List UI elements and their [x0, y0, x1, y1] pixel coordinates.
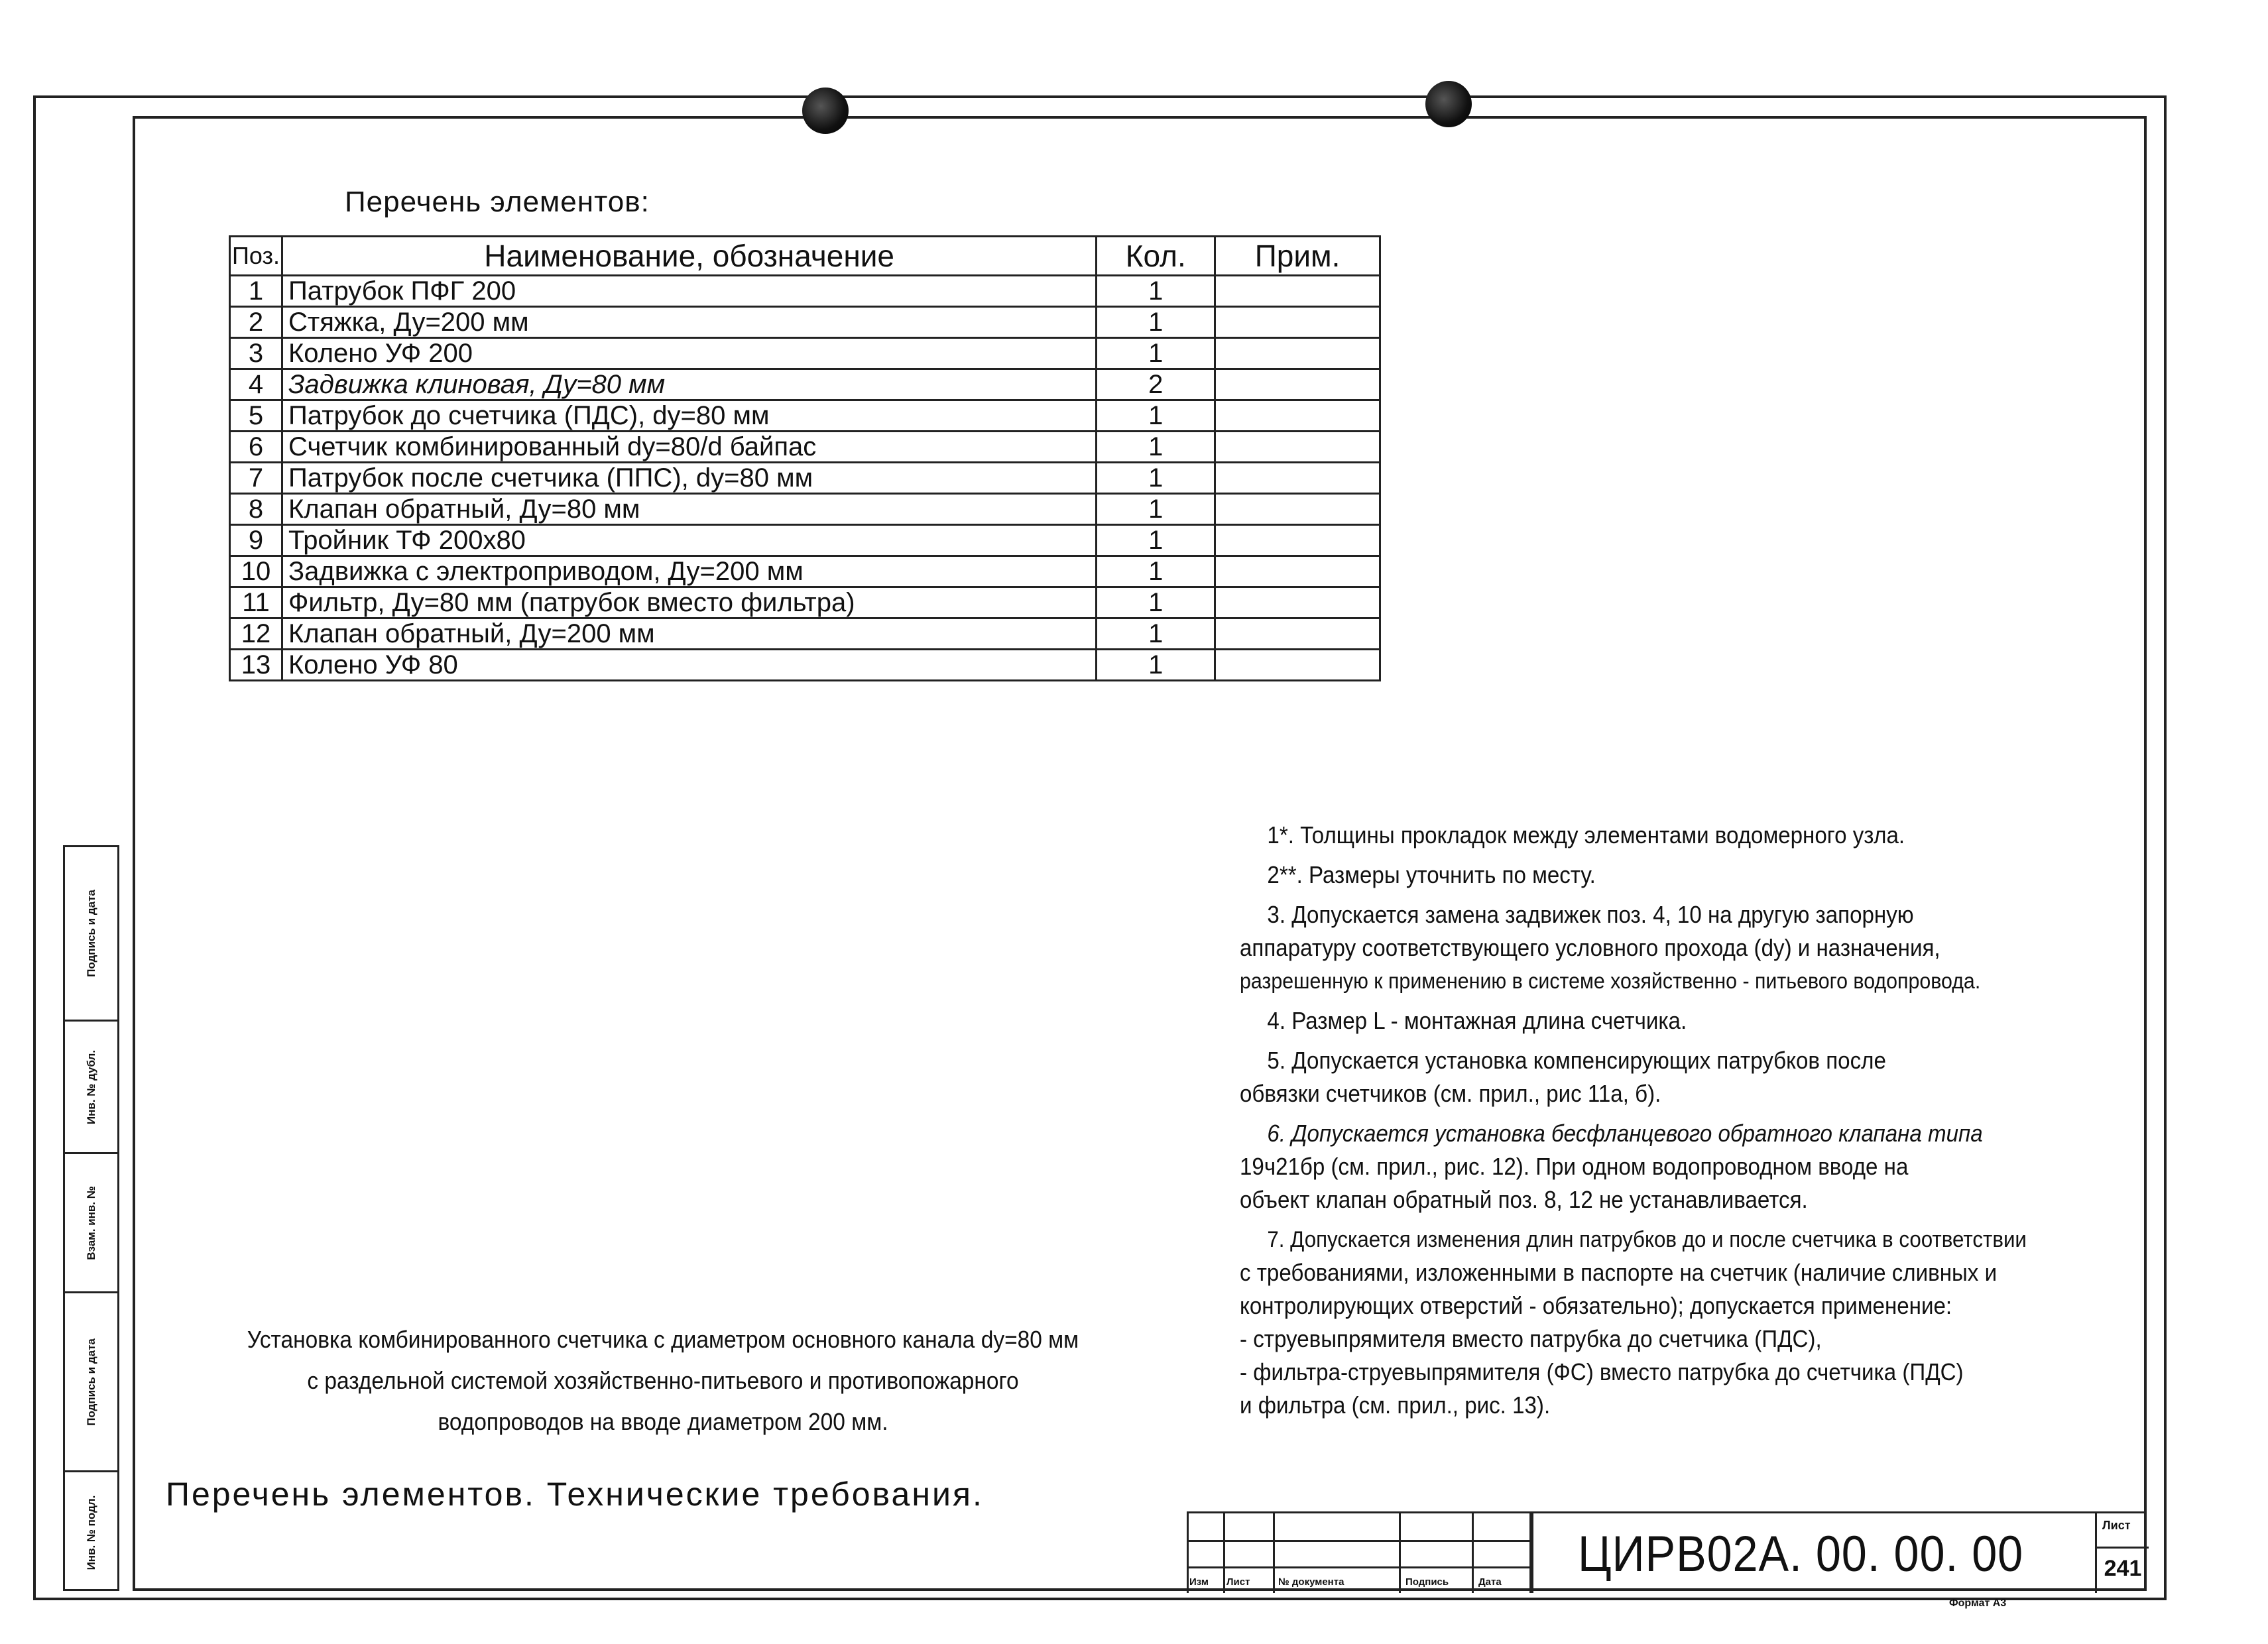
note-7-line-6: и фильтра (см. прил., рис. 13).	[1240, 1391, 1551, 1419]
table-row	[230, 338, 1380, 369]
row-pos: 3	[230, 338, 282, 369]
row-qty: 1	[1097, 556, 1215, 587]
row-name: Колено УФ 80	[282, 650, 1097, 681]
note-3-line-3: разрешенную к применению в системе хозяйственно - питьевого водопровода.	[1240, 969, 1981, 993]
caption-line-3: водопроводов на вводе диаметром 200 мм.	[438, 1408, 888, 1435]
note-3-line-2: аппаратуру соответствующего условного прохода (dy) и назначения,	[1240, 934, 1940, 961]
note-6-line-1: 6. Допускается установка бесфланцевого обратного клапана типа	[1267, 1120, 1983, 1147]
drawing-caption	[194, 1319, 1132, 1442]
stamp-label-change: Изм	[1189, 1576, 1209, 1588]
row-pos: 6	[230, 432, 282, 463]
row-pos: 10	[230, 556, 282, 587]
note-3-line-1: 3. Допускается замена задвижек поз. 4, 10 на другую запорную	[1267, 901, 1914, 928]
binder-hole-left	[802, 88, 849, 134]
row-pos: 4	[230, 369, 282, 400]
row-pos: 5	[230, 400, 282, 432]
row-pos: 12	[230, 618, 282, 650]
row-note	[1215, 618, 1380, 650]
row-name: Стяжка, Ду=200 мм	[282, 307, 1097, 338]
elements-table	[229, 235, 1381, 681]
side-cell-replacement-inv: Взам. инв. №	[65, 1152, 117, 1291]
row-qty: 1	[1097, 494, 1215, 525]
row-name: Клапан обратный, Ду=80 мм	[282, 494, 1097, 525]
stamp-label-date: Дата	[1478, 1576, 1502, 1588]
caption-line-2: с раздельной системой хозяйственно-питьевого и противопожарного	[307, 1367, 1019, 1394]
note-3	[1240, 898, 2063, 998]
side-stamp-strip	[63, 845, 119, 1591]
side-cell-original-inv: Инв. № подл.	[65, 1470, 117, 1593]
note-6-line-3: объект клапан обратный поз. 8, 12 не устанавливается.	[1240, 1186, 1808, 1213]
row-name: Патрубок после счетчика (ППС), dy=80 мм	[282, 463, 1097, 494]
side-cell-signature-date-1: Подпись и дата	[84, 890, 97, 977]
row-name: Фильтр, Ду=80 мм (патрубок вместо фильтра)	[282, 587, 1097, 618]
row-qty: 1	[1097, 338, 1215, 369]
note-2: 2**. Размеры уточнить по месту.	[1267, 861, 1596, 888]
row-name: Счетчик комбинированный dy=80/d байпас	[282, 432, 1097, 463]
row-pos: 2	[230, 307, 282, 338]
table-row	[230, 369, 1380, 400]
table-row	[230, 432, 1380, 463]
row-note	[1215, 650, 1380, 681]
row-qty: 1	[1097, 432, 1215, 463]
stamp-label-document: № документа	[1278, 1576, 1344, 1588]
note-5-line-2: обвязки счетчиков (см. прил., рис 11а, б).	[1240, 1080, 1661, 1107]
table-row	[230, 400, 1380, 432]
row-name: Патрубок ПФГ 200	[282, 276, 1097, 307]
sheet-title: Перечень элементов. Технические требования.	[166, 1476, 984, 1513]
sheet-number: 241	[2097, 1547, 2149, 1588]
header-name: Наименование, обозначение	[282, 237, 1097, 276]
row-pos: 1	[230, 276, 282, 307]
row-pos: 8	[230, 494, 282, 525]
table-row	[230, 307, 1380, 338]
row-note	[1215, 307, 1380, 338]
side-cell-duplicate-inv: Инв. № дубл.	[65, 1020, 117, 1152]
table-row	[230, 618, 1380, 650]
row-name: Задвижка клиновая, Ду=80 мм	[282, 369, 1097, 400]
row-note	[1215, 369, 1380, 400]
row-note	[1215, 400, 1380, 432]
row-name: Патрубок до счетчика (ПДС), dy=80 мм	[282, 400, 1097, 432]
note-5	[1240, 1044, 2063, 1110]
sheet-label: Лист	[2102, 1519, 2131, 1532]
row-note	[1215, 338, 1380, 369]
table-row	[230, 556, 1380, 587]
row-name: Тройник ТФ 200х80	[282, 525, 1097, 556]
side-cell-signature-date-2: Подпись и дата	[65, 1291, 117, 1470]
header-pos: Поз.	[230, 237, 282, 276]
row-note	[1215, 494, 1380, 525]
caption-line-1: Установка комбинированного счетчика с диаметром основного канала dy=80 мм	[247, 1326, 1079, 1353]
stamp-label-signature: Подпись	[1405, 1576, 1449, 1588]
note-6-line-2: 19ч21бр (см. прил., рис. 12). При одном водопроводном вводе на	[1240, 1153, 1909, 1180]
table-row	[230, 276, 1380, 307]
row-note	[1215, 432, 1380, 463]
row-note	[1215, 556, 1380, 587]
row-note	[1215, 587, 1380, 618]
note-6	[1240, 1117, 2063, 1216]
row-qty: 1	[1097, 400, 1215, 432]
row-pos: 9	[230, 525, 282, 556]
table-row	[230, 463, 1380, 494]
note-7-line-4: - струевыпрямителя вместо патрубка до счетчика (ПДС),	[1240, 1325, 1822, 1352]
row-name: Клапан обратный, Ду=200 мм	[282, 618, 1097, 650]
row-qty: 1	[1097, 525, 1215, 556]
row-qty: 1	[1097, 307, 1215, 338]
row-pos: 7	[230, 463, 282, 494]
table-row	[230, 650, 1380, 681]
table-row	[230, 494, 1380, 525]
table-row	[230, 525, 1380, 556]
title-block	[1187, 1511, 2147, 1591]
table-row	[230, 587, 1380, 618]
row-name: Колено УФ 200	[282, 338, 1097, 369]
technical-notes	[1240, 819, 2063, 1429]
header-note: Прим.	[1215, 237, 1380, 276]
row-name: Задвижка с электроприводом, Ду=200 мм	[282, 556, 1097, 587]
note-5-line-1: 5. Допускается установка компенсирующих патрубков после	[1267, 1047, 1886, 1074]
row-note	[1215, 463, 1380, 494]
row-pos: 13	[230, 650, 282, 681]
note-4: 4. Размер L - монтажная длина счетчика.	[1267, 1007, 1687, 1034]
table-header-row	[230, 237, 1380, 276]
stamp-label-sheet: Лист	[1226, 1576, 1250, 1588]
note-7-line-3: контролирующих отверстий - обязательно); допускается применение:	[1240, 1292, 1952, 1319]
note-7-line-1: 7. Допускается изменения длин патрубков до и после счетчика в соответствии	[1267, 1227, 2027, 1252]
list-title: Перечень элементов:	[345, 186, 650, 218]
header-qty: Кол.	[1097, 237, 1215, 276]
row-note	[1215, 525, 1380, 556]
sheet-box	[2095, 1513, 2149, 1593]
row-qty: 1	[1097, 276, 1215, 307]
note-7-line-2: с требованиями, изложенными в паспорте на счетчик (наличие сливных и	[1240, 1259, 1998, 1286]
revision-grid	[1187, 1513, 1531, 1593]
binder-hole-right	[1425, 81, 1472, 127]
note-7	[1240, 1223, 2063, 1422]
row-note	[1215, 276, 1380, 307]
row-qty: 1	[1097, 587, 1215, 618]
format-label: Формат А3	[1949, 1598, 2007, 1609]
document-code: ЦИРВ02А. 00. 00. 00	[1578, 1526, 2024, 1582]
row-qty: 1	[1097, 618, 1215, 650]
note-1: 1*. Толщины прокладок между элементами водомерного узла.	[1267, 821, 1905, 849]
note-7-line-5: - фильтра-струевыпрямителя (ФС) вместо патрубка до счетчика (ПДС)	[1240, 1358, 1964, 1385]
row-qty: 2	[1097, 369, 1215, 400]
row-pos: 11	[230, 587, 282, 618]
row-qty: 1	[1097, 650, 1215, 681]
row-qty: 1	[1097, 463, 1215, 494]
